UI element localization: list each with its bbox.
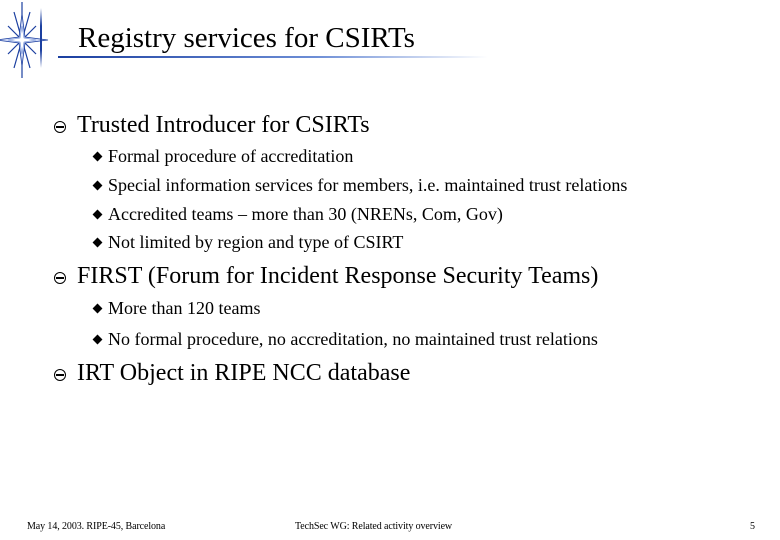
slide-title: Registry services for CSIRTs [78,22,415,54]
title-underline [58,56,488,58]
sub-bullet-not-limited: Not limited by region and type of CSIRT [108,232,404,252]
sub-bullet-formal-procedure: Formal procedure of accreditation [108,146,354,166]
footer-page-number: 5 [750,521,755,532]
crossed-circle-bullet-icon [54,121,66,133]
diamond-bullet-icon [93,152,103,162]
diamond-bullet-icon [93,238,103,248]
bullet-first-forum: FIRST (Forum for Incident Response Security Teams) [77,263,599,289]
footer-date-event: May 14, 2003. RIPE-45, Barcelona [27,521,166,532]
title-vertical-rule [40,8,42,68]
diamond-bullet-icon [93,210,103,220]
bullet-trusted-introducer: Trusted Introducer for CSIRTs [77,112,370,138]
sub-bullet-more-than-120: More than 120 teams [108,298,261,318]
sub-bullet-no-formal-procedure: No formal procedure, no accreditation, no maintained trust relations [108,329,598,349]
bullet-irt-object: IRT Object in RIPE NCC database [77,360,411,386]
footer-talk-title: TechSec WG: Related activity overview [295,521,453,532]
sub-bullet-special-services: Special information services for members, i.e. maintained trust relations [108,175,628,195]
sub-bullet-accredited-teams: Accredited teams – more than 30 (NRENs, Com, Gov) [108,204,503,224]
diamond-bullet-icon [93,335,103,345]
diamond-bullet-icon [93,181,103,191]
crossed-circle-bullet-icon [54,272,66,284]
crossed-circle-bullet-icon [54,369,66,381]
diamond-bullet-icon [93,304,103,314]
